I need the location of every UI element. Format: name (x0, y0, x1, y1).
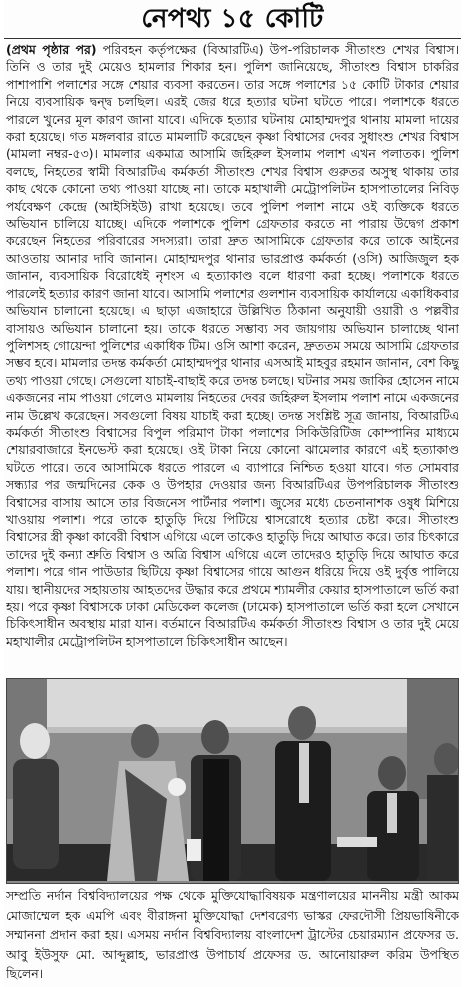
headline-rule (4, 38, 461, 39)
article-paragraph (6, 41, 459, 650)
newspaper-clipping (4, 0, 461, 987)
ceremony-photo-image (7, 679, 459, 881)
continuation-tag: (প্রথম পৃষ্ঠার পর) (6, 42, 97, 57)
article-body (6, 41, 459, 668)
photo-caption (6, 886, 459, 986)
ceremony-photo (6, 678, 459, 884)
caption-text: সম্প্রতি নর্দান বিশ্ববিদ্যালয়ের পক্ষ থেকে মুক্তিযোদ্ধাবিষয়ক মন্ত্রণালয়ের মাননীয় মন্ত্রী আকম মোজাম্মেল হক এমপি এবং বীরাঙ্গনা মুক্তিযোদ্ধা দেশবরেণ্য ভাস্কর ফেরদৌসী প্রিয়ভাষিনীকে সম্মাননা প্রদান করা হয়। এসময় নর্দান বিশ্ববিদ্যালয় বাংলাদেশ ট্রাস্টের চেয়ারম্যান প্রফেসর ড. আবু ইউসুফ মো. আব্দুল্লাহ, ভারপ্রাপ্ত উপাচার্য প্রফেসর ড. আনোয়ারুল করিম উপস্থিত ছিলেন। (6, 888, 459, 981)
headline: নেপথ্য ১৫ কোটি (141, 4, 324, 34)
article-text: পরিবহন কর্তৃপক্ষের (বিআরটিএ) উপ-পরিচালক সীতাংশু শেখর বিশ্বাস। তিনি ও তার দুই মেয়েও হামলার শিকার হন। পুলিশ জানিয়েছে, সীতাংশু বিশ্বাস চাকরির পাশাপাশি পলাশের সঙ্গে শেয়ার ব্যবসা করতেন। তার সঙ্গে পলাশের ১৫ কোটি টাকার শেয়ার নিয়ে ব্যবসায়িক দ্বন্দ্ব চলছিল। এরই জের ধরে হত্যার ঘটনা ঘটতে পারে। পলাশকে ধরতে পারলে খুনের মূল কারণ জানা যাবে। এদিকে হত্যার ঘটনায় মোহাম্মদপুর থানায় মামলা দায়ের করা হয়েছে। গত মঙ্গলবার রাতে মামলাটি করেছেন কৃষ্ণা বিশ্বাসের দেবর সুধাংশু শেখর বিশ্বাস (মামলা নম্বর-৫৩)। মামলার একমাত্র আসামি জহিরুল ইসলাম পলাশ এখন পলাতক। পুলিশ বলছে, নিহতের স্বামী বিআরটিএ কর্মকর্তা সীতাংশু শেখর বিশ্বাস গুরুতর অসুস্থ থাকায় তার কাছ থেকে কোনো তথ্য পাওয়া যাচ্ছে না। তাকে মহাখালী মেট্রোপলিটন হাসপাতালের নিবিড় পর্যবেক্ষণ কেন্দ্রে (আইসিইউ) রাখা হয়েছে। তবে পুলিশ পলাশ নামে ওই ব্যক্তিকে ধরতে অভিযান চালিয়ে যাচ্ছে। এদিকে পলাশকে পুলিশ গ্রেফতার করতে না পারায় উদ্বেগ প্রকাশ করেছেন নিহতের পরিবারের সদস্যরা। তারা দ্রুত আসামিকে গ্রেফতার করে তাকে আইনের আওতায় আনার দাবি জানান। মোহাম্মদপুর থানার ভারপ্রাপ্ত কর্মকর্তা (ওসি) আজিজুল হক জানান, ব্যবসায়িক বিরোধেই নৃশংস এ হত্যাকাণ্ড বলে ধারণা করা হচ্ছে। পলাশকে ধরতে পারলেই হত্যার কারণ জানা যাবে। আসামি পলাশের গুলশান ব্যবসায়িক কার্যালয়ে একাধিকবার অভিযান চালানো হয়েছে। এ ছাড়া এজাহারে উল্লিখিত ঠিকানা অনুযায়ী ওয়ারী ও পল্লবীর বাসায়ও অভিযান চালানো হয়। তাকে ধরতে সম্ভাব্য সব জায়গায় অভিযান চালাচ্ছে থানা পুলিশসহ গোয়েন্দা পুলিশের একাধিক টিম। ওসি আশা করেন, দ্রুততম সময়ে আসামি গ্রেফতার সম্ভব হবে। মামলার তদন্ত কর্মকর্তা মোহাম্মদপুর থানার এসআই মাহবুর রহমান জানান, বেশ কিছু তথ্য পাওয়া গেছে। সেগুলো যাচাই-বাছাই করে তদন্ত চলছে। ঘটনার সময় জাকির হোসেন নামে একজনের নাম পাওয়া গেলেও মামলায় নিহতের দেবর জহিরুল ইসলাম পলাশ নামে একজনের নাম উল্লেখ করেছেন। সবগুলো বিষয় যাচাই করা হচ্ছে। তদন্ত সংশ্লিষ্ট সূত্র জানায়, বিআরটিএ কর্মকর্তা সীতাংশু বিশ্বাসের বিপুল পরিমাণ টাকা পলাশের সিকিউরিটিজ কোম্পানির মাধ্যমে শেয়ারবাজারে ইনভেস্ট করা হয়েছে। ওই টাকা নিয়ে কোনো ঝামেলার কারণে এই হত্যাকাণ্ড ঘটতে পারে। তবে আসামিকে ধরতে পারলে এ ব্যাপারে নিশ্চিত হওয়া যাবে। গত সোমবার সন্ধ্যার পর জন্মদিনের কেক ও উপহার দেওয়ার জন্য বিআরটিএর উপপরিচালক সীতাংশু বিশ্বাসের বাসায় আসে তার বিজনেস পার্টনার পলাশ। জুসের মধ্যে চেতনানাশক ওষুধ মিশিয়ে খাওয়ায় পলাশ। পরে তাকে হাতুড়ি দিয়ে পিটিয়ে শ্বাসরোধে হত্যার চেষ্টা করে। সীতাংশু বিশ্বাসের স্ত্রী কৃষ্ণা কাবেরী বিশ্বাস এগিয়ে এলে তাকেও হাতুড়ি দিয়ে আঘাত করে। তার চিৎকারে তাদের দুই কন্যা শ্রুতি বিশ্বাস ও অত্রি বিশ্বাস এগিয়ে এলে তাদেরও হাতুড়ি দিয়ে আঘাত করে পলাশ। পরে গান পাউডার ছিটিয়ে কৃষ্ণা বিশ্বাসের গায়ে আগুন ধরিয়ে দিয়ে ওই দুর্বৃত্ত পালিয়ে যায়। স্থানীয়দের সহায়তায় আহতদের উদ্ধার করে প্রথমে শ্যামলীর কেয়ার হাসপাতালে ভর্তি করা হয়। পরে কৃষ্ণা বিশ্বাসকে ঢাকা মেডিকেল কলেজ (ঢামেক) হাসপাতালে ভর্তি করা হলে সেখানে চিকিৎসাধীন অবস্থায় মারা যান। বর্তমানে বিআরটিএ কর্মকর্তা সীতাংশু বিশ্বাস ও তার দুই মেয়ে মহাখালীর মেট্রোপলিটন হাসপাতালে চিকিৎসাধীন আছেন। (6, 42, 459, 649)
